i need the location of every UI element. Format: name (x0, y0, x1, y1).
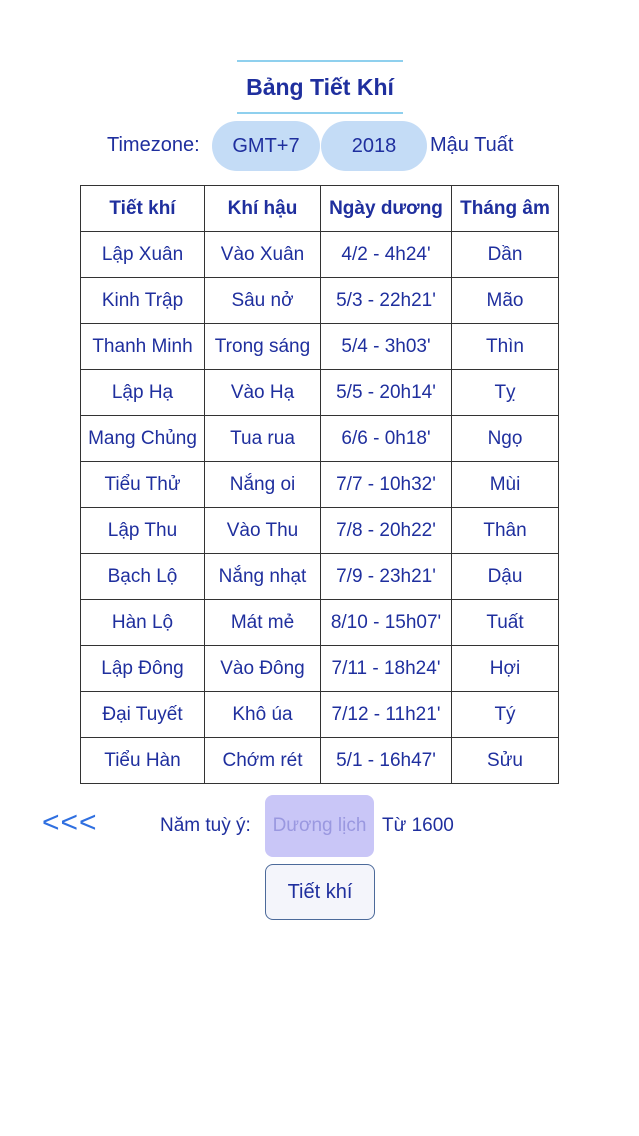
year-button[interactable]: 2018 (321, 121, 427, 171)
table-row (81, 738, 559, 784)
year-range-hint: Từ 1600 (382, 815, 454, 836)
lunar-month-cell: Tỵ (452, 370, 559, 416)
lunar-month-cell: Hợi (452, 646, 559, 692)
solar-date-cell: 5/1 - 16h47' (321, 738, 452, 784)
table-row (81, 554, 559, 600)
climate-cell: Khô úa (205, 692, 321, 738)
term-name-cell: Đại Tuyết (81, 692, 205, 738)
table-row (81, 324, 559, 370)
table-row (81, 416, 559, 462)
lunar-month-cell: Mão (452, 278, 559, 324)
table-row (81, 278, 559, 324)
term-name-cell: Thanh Minh (81, 324, 205, 370)
climate-cell: Vào Hạ (205, 370, 321, 416)
table-row (81, 462, 559, 508)
climate-cell: Vào Đông (205, 646, 321, 692)
lunar-month-cell: Dậu (452, 554, 559, 600)
lunar-month-cell: Dần (452, 232, 559, 278)
climate-cell: Mát mẻ (205, 600, 321, 646)
table-header-row (81, 186, 559, 232)
lunar-month-cell: Thân (452, 508, 559, 554)
climate-cell: Tua rua (205, 416, 321, 462)
back-button[interactable]: <<< (42, 806, 98, 839)
solar-date-cell: 4/2 - 4h24' (321, 232, 452, 278)
lunar-month-cell: Sửu (452, 738, 559, 784)
can-chi-label: Mậu Tuất (430, 134, 514, 156)
solar-terms-table (80, 185, 559, 784)
climate-cell: Trong sáng (205, 324, 321, 370)
term-name-cell: Tiểu Thử (81, 462, 205, 508)
table-row (81, 692, 559, 738)
timezone-label: Timezone: (107, 134, 200, 156)
lunar-month-cell: Tuất (452, 600, 559, 646)
climate-cell: Sâu nở (205, 278, 321, 324)
solar-date-cell: 5/5 - 20h14' (321, 370, 452, 416)
table-row (81, 600, 559, 646)
solar-date-cell: 6/6 - 0h18' (321, 416, 452, 462)
table-row (81, 370, 559, 416)
term-name-cell: Tiểu Hàn (81, 738, 205, 784)
solar-terms-button[interactable]: Tiết khí (265, 864, 375, 920)
solar-date-cell: 5/3 - 22h21' (321, 278, 452, 324)
climate-cell: Vào Xuân (205, 232, 321, 278)
table-row (81, 508, 559, 554)
term-name-cell: Lập Đông (81, 646, 205, 692)
term-name-cell: Lập Xuân (81, 232, 205, 278)
column-header: Tiết khí (81, 186, 205, 232)
climate-cell: Chớm rét (205, 738, 321, 784)
solar-date-cell: 7/11 - 18h24' (321, 646, 452, 692)
solar-date-cell: 7/9 - 23h21' (321, 554, 452, 600)
climate-cell: Nắng nhạt (205, 554, 321, 600)
lunar-month-cell: Thìn (452, 324, 559, 370)
title-frame (237, 60, 403, 114)
solar-date-cell: 7/8 - 20h22' (321, 508, 452, 554)
solar-date-cell: 5/4 - 3h03' (321, 324, 452, 370)
column-header: Khí hậu (205, 186, 321, 232)
climate-cell: Nắng oi (205, 462, 321, 508)
page-title: Bảng Tiết Khí (246, 73, 394, 100)
climate-cell: Vào Thu (205, 508, 321, 554)
term-name-cell: Bạch Lộ (81, 554, 205, 600)
term-name-cell: Lập Thu (81, 508, 205, 554)
column-header: Tháng âm (452, 186, 559, 232)
term-name-cell: Lập Hạ (81, 370, 205, 416)
table-row (81, 646, 559, 692)
table-row (81, 232, 559, 278)
year-input[interactable] (265, 795, 374, 857)
term-name-cell: Mang Chủng (81, 416, 205, 462)
term-name-cell: Kinh Trập (81, 278, 205, 324)
lunar-month-cell: Tý (452, 692, 559, 738)
year-input-label: Năm tuỳ ý: (160, 815, 251, 836)
term-name-cell: Hàn Lộ (81, 600, 205, 646)
solar-date-cell: 7/7 - 10h32' (321, 462, 452, 508)
column-header: Ngày dương (321, 186, 452, 232)
solar-date-cell: 7/12 - 11h21' (321, 692, 452, 738)
timezone-button[interactable]: GMT+7 (212, 121, 320, 171)
lunar-month-cell: Mùi (452, 462, 559, 508)
lunar-month-cell: Ngọ (452, 416, 559, 462)
solar-date-cell: 8/10 - 15h07' (321, 600, 452, 646)
